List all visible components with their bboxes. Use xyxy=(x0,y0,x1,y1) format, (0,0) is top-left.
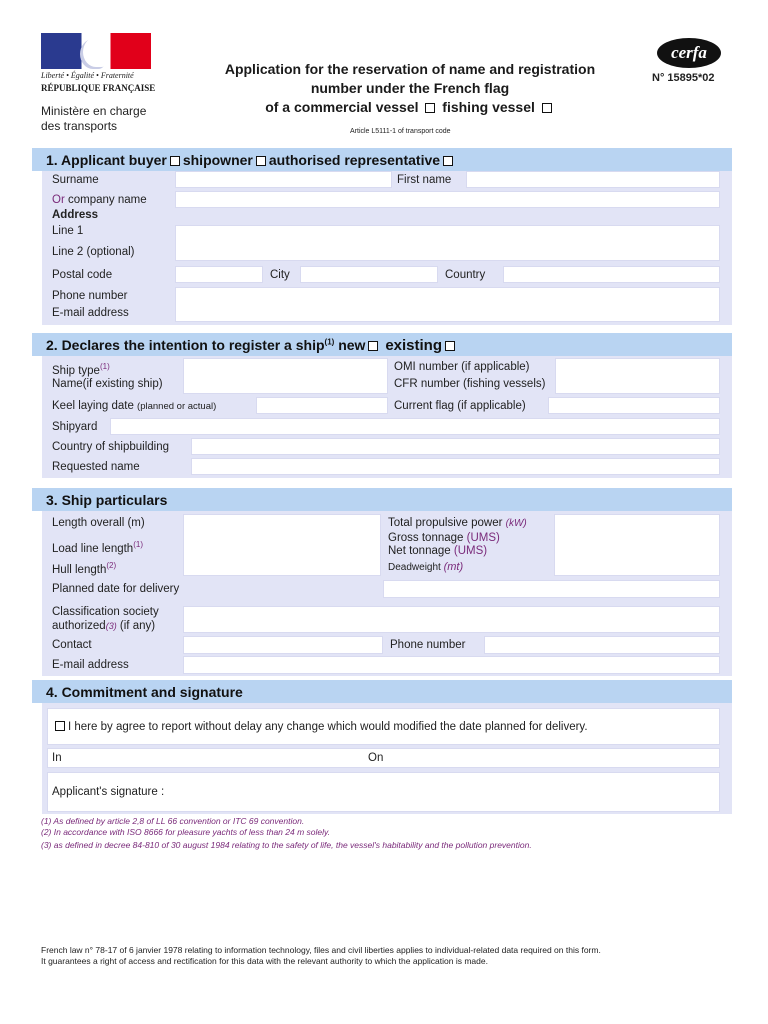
fishing-vessel-checkbox[interactable] xyxy=(542,103,552,113)
section-2-header: 2. Declares the intention to register a ship$^{(1)}$ new existing xyxy=(32,333,732,356)
tonnage-input[interactable] xyxy=(554,514,720,576)
requested-name-label: Requested name xyxy=(52,461,140,473)
current-flag-label: Current flag (if applicable) xyxy=(394,400,526,412)
postal-code-input[interactable] xyxy=(175,266,263,283)
cerfa-number: N° 15895*02 xyxy=(652,72,715,84)
signature-label: Applicant's signature : xyxy=(52,786,165,798)
company-name-label: Or company name xyxy=(52,194,147,206)
line-1-label: Line 1 xyxy=(52,225,84,237)
in-label: In xyxy=(52,752,62,764)
gross-tonnage-label: Gross tonnage (UMS) xyxy=(388,532,500,544)
cerfa-logo: cerfa xyxy=(657,38,721,68)
first-name-label: First name xyxy=(397,174,452,186)
email-label: E-mail address xyxy=(52,307,129,319)
first-name-input[interactable] xyxy=(466,171,720,188)
email-address-label: E-mail address xyxy=(52,659,129,671)
current-flag-input[interactable] xyxy=(548,397,720,414)
country-input[interactable] xyxy=(503,266,720,283)
existing-ship-checkbox[interactable] xyxy=(445,341,455,351)
address-lines-input[interactable] xyxy=(175,225,720,261)
country-building-input[interactable] xyxy=(191,438,720,455)
requested-name-input[interactable] xyxy=(191,458,720,475)
shipyard-label: Shipyard xyxy=(52,421,98,433)
name-existing-label: Name(if existing ship) xyxy=(52,378,163,390)
surname-label: Surname xyxy=(52,174,99,186)
load-line-label: Load line length$^{(1)}$ xyxy=(52,540,143,555)
representative-checkbox[interactable] xyxy=(443,156,453,166)
ministry-line-1: Ministère en charge xyxy=(41,104,147,118)
country-building-label: Country of shipbuilding xyxy=(52,441,169,453)
omi-cfr-input[interactable] xyxy=(555,358,720,394)
footnote-3: (3) as defined in decree 84-810 of 30 august 1984 relating to the safety of life, the vessel's habitability and the pollution prevention. xyxy=(41,840,532,850)
ship-type-name-input[interactable] xyxy=(183,358,388,394)
section-3-header: 3. Ship particulars xyxy=(32,488,732,511)
phone-number-label: Phone number xyxy=(390,639,466,651)
title-commercial: of a commercial vessel xyxy=(265,99,419,115)
line-2-label: Line 2 (optional) xyxy=(52,246,135,258)
logo-motto: Liberté • Égalité • Fraternité xyxy=(41,71,134,80)
phone-label: Phone number xyxy=(52,290,128,302)
shipowner-checkbox[interactable] xyxy=(256,156,266,166)
propulsive-label: Total propulsive power (kW) xyxy=(388,517,527,529)
phone-email-input[interactable] xyxy=(175,287,720,322)
title-line-3 xyxy=(190,98,630,117)
length-overall-label: Length overall (m) xyxy=(52,517,145,529)
footnote-2: (2) In accordance with ISO 8666 for pleasure yachts of less than 24 m solely. xyxy=(41,827,330,837)
legal-line-1: French law n° 78-17 of 6 janvier 1978 relating to information technology, files and civil liberties applies to individual-related data required on this form. xyxy=(41,945,601,955)
title-line-1: Application for the reservation of name and registration xyxy=(224,61,596,77)
cfr-label: CFR number (fishing vessels) xyxy=(394,378,546,390)
section-4-header: 4. Commitment and signature xyxy=(32,680,732,703)
class-society-label-2: authorized(3) (if any) xyxy=(52,620,156,632)
city-label: City xyxy=(270,269,290,281)
title-fishing: fishing vessel xyxy=(442,99,535,115)
phone-number-input[interactable] xyxy=(484,636,720,654)
section-1-header: 1. Applicant buyer shipowner authorised representative xyxy=(32,148,732,171)
shipyard-input[interactable] xyxy=(110,418,720,435)
company-name-input[interactable] xyxy=(175,191,720,208)
keel-date-input[interactable] xyxy=(256,397,388,414)
postal-code-label: Postal code xyxy=(52,269,113,281)
republic-logo xyxy=(41,33,156,99)
lengths-input[interactable] xyxy=(183,514,381,576)
commercial-vessel-checkbox[interactable] xyxy=(425,103,435,113)
planned-delivery-input[interactable] xyxy=(383,580,720,598)
ship-type-label: Ship type$^{(1)}$ xyxy=(52,362,110,377)
article-subtitle: Article L5111-1 of transport code xyxy=(350,128,451,135)
marianne-icon xyxy=(83,37,109,67)
title-line-2: number under the French flag xyxy=(310,80,510,96)
logo-republic: RÉPUBLIQUE FRANÇAISE xyxy=(41,83,156,93)
omi-label: OMI number (if applicable) xyxy=(394,361,530,373)
hull-length-label: Hull length$^{(2)}$ xyxy=(52,561,117,576)
city-input[interactable] xyxy=(300,266,438,283)
country-label: Country xyxy=(445,269,486,281)
ministry-line-2: des transports xyxy=(41,119,118,133)
footnote-1: (1) As defined by article 2,8 of LL 66 convention or ITC 69 convention. xyxy=(41,816,305,826)
agreement-checkbox[interactable] xyxy=(55,721,65,731)
surname-input[interactable] xyxy=(175,171,392,188)
contact-input[interactable] xyxy=(183,636,383,654)
keel-label: Keel laying date (planned or actual) xyxy=(52,400,217,412)
contact-label: Contact xyxy=(52,639,92,651)
form-title xyxy=(190,60,630,117)
on-label: On xyxy=(368,752,384,764)
planned-delivery-label: Planned date for delivery xyxy=(52,583,180,595)
email-address-input[interactable] xyxy=(183,656,720,674)
deadweight-label: Deadweight (mt) xyxy=(388,561,464,573)
class-society-input[interactable] xyxy=(183,606,720,633)
legal-line-2: It guarantees a right of access and rectification for this data with the relevant authority to which the application is made. xyxy=(41,956,488,966)
address-label: Address xyxy=(52,209,99,221)
class-society-label-1: Classification society xyxy=(52,606,159,618)
net-tonnage-label: Net tonnage (UMS) xyxy=(388,545,488,557)
agreement-text: I here by agree to report without delay any change which would modified the date planned for delivery. xyxy=(55,721,588,733)
new-ship-checkbox[interactable] xyxy=(368,341,378,351)
place-date-box[interactable] xyxy=(47,748,720,768)
buyer-checkbox[interactable] xyxy=(170,156,180,166)
